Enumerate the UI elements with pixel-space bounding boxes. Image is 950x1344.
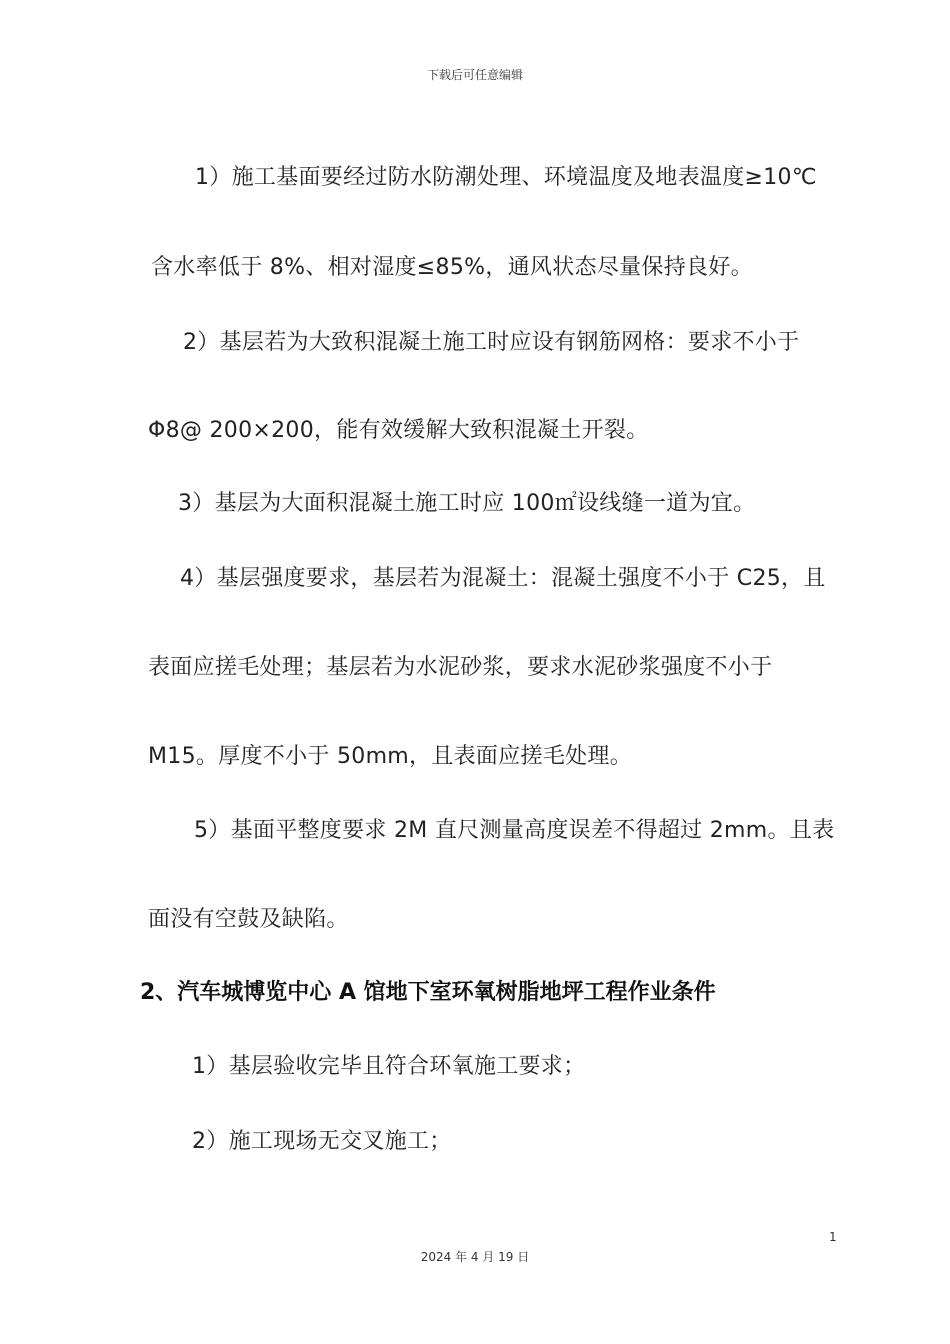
paragraph-line: Φ8@ 200×200，能有效缓解大致积混凝土开裂。 [148,418,649,443]
paragraph-line: 4）基层强度要求，基层若为混凝土：混凝土强度不小于 C25，且 [180,566,826,591]
paragraph-line: 5）基面平整度要求 2M 直尺测量高度误差不得超过 2mm。且表 [194,818,835,843]
paragraph-line: 1）施工基面要经过防水防潮处理、环境温度及地表温度≥10℃ [195,165,817,190]
paragraph-line: 含水率低于 8%、相对湿度≤85%，通风状态尽量保持良好。 [151,255,753,280]
section-heading: 2、汽车城博览中心 A 馆地下室环氧树脂地坪工程作业条件 [140,980,716,1005]
paragraph-line: 面没有空鼓及缺陷。 [148,907,349,932]
paragraph-line: 表面应搓毛处理；基层若为水泥砂浆，要求水泥砂浆强度不小于 [148,655,773,680]
footer-date: 2024 年 4 月 19 日 [420,1250,530,1264]
paragraph-line: M15。厚度不小于 50mm，且表面应搓毛处理。 [148,744,633,769]
paragraph-line: 2）基层若为大致积混凝土施工时应设有钢筋网格：要求不小于 [183,330,800,355]
section-item: 1）基层验收完毕且符合环氧施工要求； [192,1054,586,1079]
paragraph-line: 3）基层为大面积混凝土施工时应 100㎡设线缝一道为宜。 [178,491,756,516]
section-item: 2）施工现场无交叉施工； [192,1129,452,1154]
header-note: 下载后可任意编辑 [426,68,523,82]
page-number: 1 [829,1230,837,1244]
